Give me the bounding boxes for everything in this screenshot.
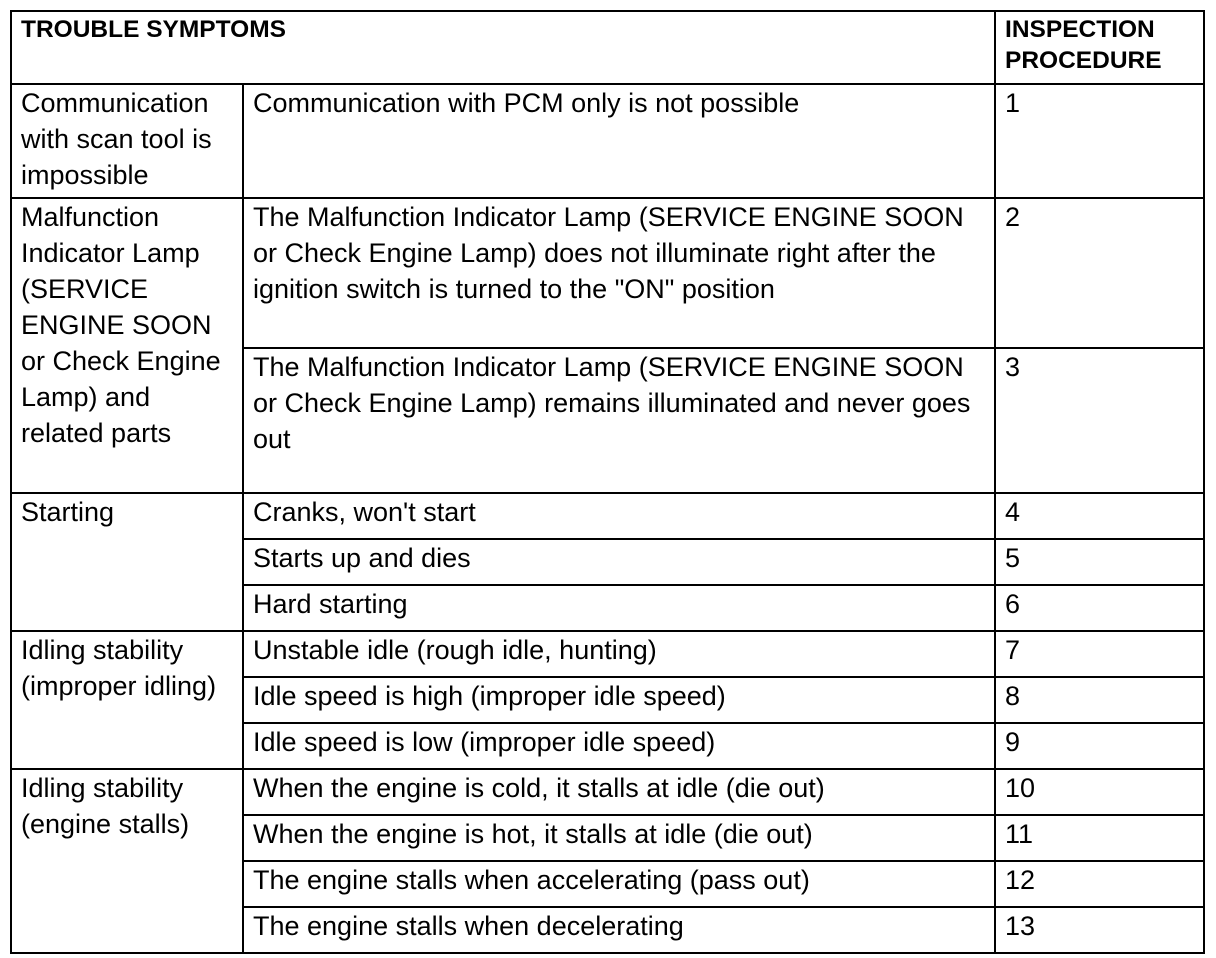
symptom-cell: Communication with PCM only is not possible <box>243 84 995 198</box>
symptom-cell: The engine stalls when accelerating (pass out) <box>243 861 995 907</box>
table-row <box>11 84 1204 198</box>
table-row <box>11 198 1204 348</box>
table-header-row <box>11 11 1204 84</box>
procedure-cell: 8 <box>995 677 1204 723</box>
category-cell: Malfunction Indicator Lamp (SERVICE ENGINE SOON or Check Engine Lamp) and related parts <box>11 198 243 493</box>
symptom-cell: Hard starting <box>243 585 995 631</box>
symptom-cell: Unstable idle (rough idle, hunting) <box>243 631 995 677</box>
procedure-cell: 5 <box>995 539 1204 585</box>
category-cell: Idling stability (engine stalls) <box>11 769 243 953</box>
procedure-cell: 6 <box>995 585 1204 631</box>
category-cell: Starting <box>11 493 243 631</box>
procedure-cell: 11 <box>995 815 1204 861</box>
header-trouble-symptoms: TROUBLE SYMPTOMS <box>11 11 995 84</box>
symptom-cell: The Malfunction Indicator Lamp (SERVICE ENGINE SOON or Check Engine Lamp) remains illuminated and never goes out <box>243 348 995 493</box>
procedure-cell: 4 <box>995 493 1204 539</box>
procedure-cell: 9 <box>995 723 1204 769</box>
header-inspection-procedure <box>995 11 1204 84</box>
trouble-symptoms-table <box>10 10 1205 954</box>
symptom-cell: The engine stalls when decelerating <box>243 907 995 953</box>
symptom-cell: Cranks, won't start <box>243 493 995 539</box>
symptom-cell: When the engine is hot, it stalls at idle (die out) <box>243 815 995 861</box>
procedure-cell: 7 <box>995 631 1204 677</box>
symptom-cell: The Malfunction Indicator Lamp (SERVICE ENGINE SOON or Check Engine Lamp) does not illuminate right after the ignition switch is turned to the "ON" position <box>243 198 995 348</box>
procedure-cell: 1 <box>995 84 1204 198</box>
category-cell: Idling stability (improper idling) <box>11 631 243 769</box>
symptom-cell: Idle speed is low (improper idle speed) <box>243 723 995 769</box>
table-row <box>11 631 1204 677</box>
procedure-cell: 10 <box>995 769 1204 815</box>
symptom-cell: Starts up and dies <box>243 539 995 585</box>
symptom-cell: When the engine is cold, it stalls at idle (die out) <box>243 769 995 815</box>
symptom-cell: Idle speed is high (improper idle speed) <box>243 677 995 723</box>
procedure-cell: 12 <box>995 861 1204 907</box>
table-row <box>11 769 1204 815</box>
procedure-cell: 3 <box>995 348 1204 493</box>
header-inspection-line1: INSPECTION <box>1005 16 1155 43</box>
table-row <box>11 493 1204 539</box>
header-inspection-line2: PROCEDURE <box>1005 47 1162 74</box>
procedure-cell: 13 <box>995 907 1204 953</box>
category-cell: Communication with scan tool is impossible <box>11 84 243 198</box>
procedure-cell: 2 <box>995 198 1204 348</box>
